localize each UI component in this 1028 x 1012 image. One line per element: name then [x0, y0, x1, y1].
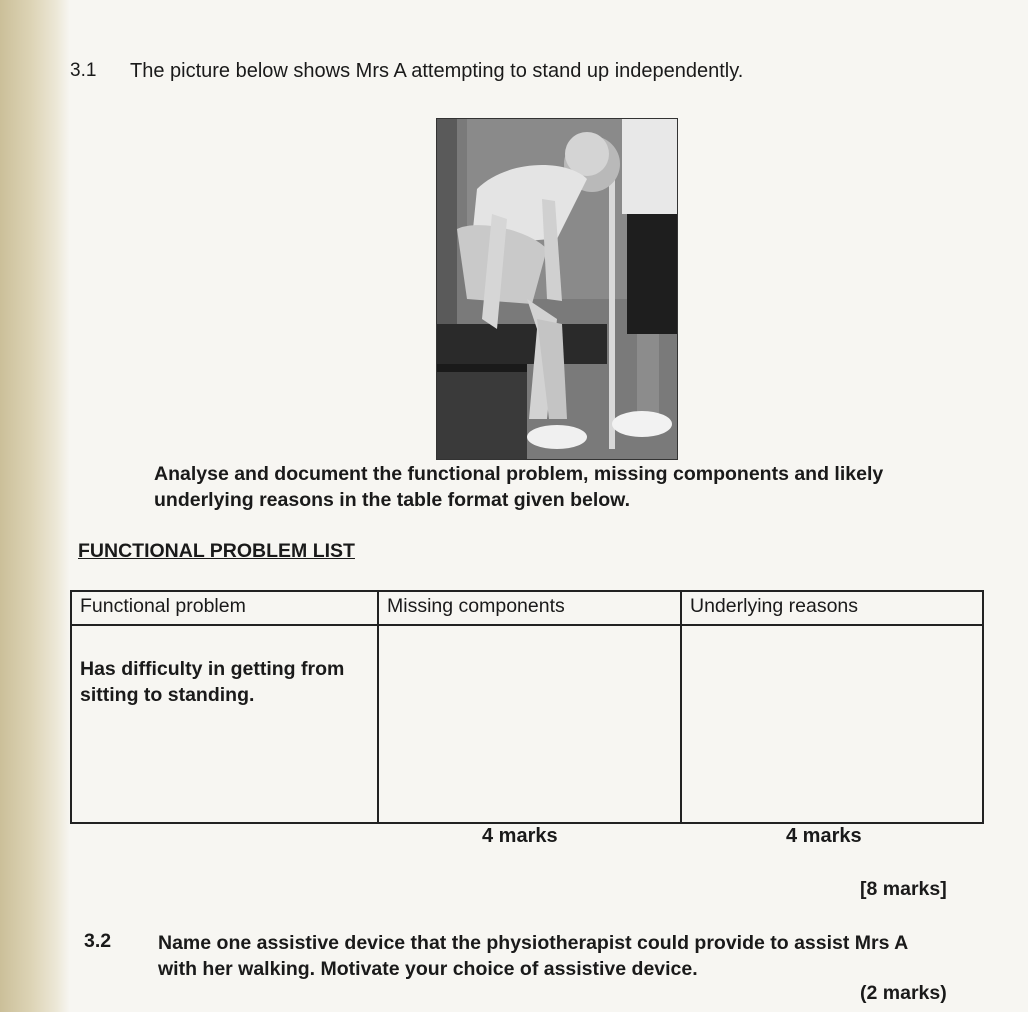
sit-to-stand-illustration — [437, 119, 677, 459]
functional-problem-line-2: sitting to standing. — [80, 684, 255, 706]
cell-underlying-reasons — [681, 625, 983, 823]
book-binding-shadow — [0, 0, 70, 1012]
question-2-line-2: with her walking. Motivate your choice of assistive device. — [158, 958, 698, 980]
cell-missing-components — [378, 625, 681, 823]
header-missing-components: Missing components — [378, 591, 681, 625]
functional-problem-table — [70, 590, 984, 824]
instruction-line-1: Analyse and document the functional problem, missing components and likely — [154, 463, 884, 485]
exam-page — [70, 0, 1028, 1012]
question-2-number: 3.2 — [84, 930, 112, 952]
instruction-text — [154, 461, 883, 513]
instruction-line-2: underlying reasons in the table format given below. — [154, 489, 631, 511]
header-functional-problem: Functional problem — [71, 591, 378, 625]
patient-photo — [436, 118, 678, 460]
header-underlying-reasons: Underlying reasons — [681, 591, 983, 625]
question-number: 3.1 — [70, 60, 97, 81]
problem-list-title: FUNCTIONAL PROBLEM LIST — [78, 540, 355, 562]
question-2-text — [158, 930, 908, 982]
marks-underlying-reasons: 4 marks — [786, 825, 862, 847]
question-text: The picture below shows Mrs A attempting to stand up independently. — [130, 60, 744, 82]
functional-problem-line-1: Has difficulty in getting from — [80, 658, 345, 680]
question-2-marks: (2 marks) — [860, 982, 947, 1004]
total-marks: [8 marks] — [860, 878, 947, 900]
table-row — [71, 625, 983, 823]
marks-missing-components: 4 marks — [482, 825, 558, 847]
cell-functional-problem — [71, 625, 378, 823]
question-2-line-1: Name one assistive device that the physiotherapist could provide to assist Mrs A — [158, 932, 909, 954]
